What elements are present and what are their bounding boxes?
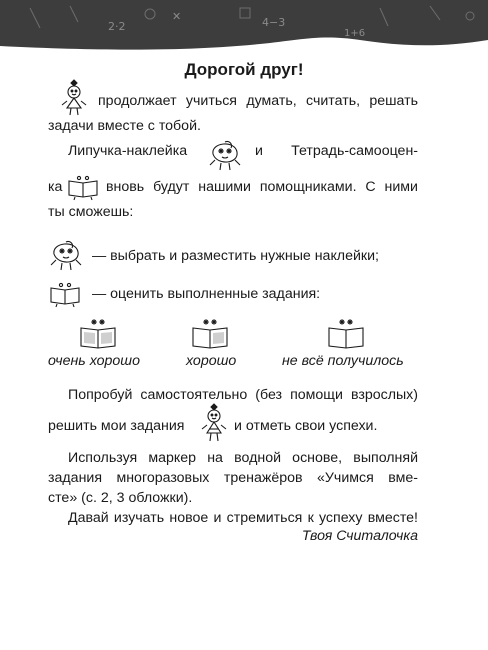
marker-line-2: задания многоразовых тренажёров «Учимся вме- bbox=[48, 470, 418, 486]
marker-line-3: сте» (с. 2, 3 обложки). bbox=[48, 490, 193, 506]
intro-line-2: задачи вместе с тобой. bbox=[48, 118, 201, 134]
header-band bbox=[0, 0, 488, 58]
try-alone-line-2b: и отметь свои успехи. bbox=[234, 418, 378, 434]
intro-line-1: продолжает учиться думать, считать, решать bbox=[98, 93, 418, 109]
ability-notebook-text: — оценить выполненные задания: bbox=[92, 286, 321, 302]
signature: Твоя Считалочка bbox=[301, 528, 418, 544]
rating-good: хорошо bbox=[186, 353, 237, 369]
page-title: Дорогой друг! bbox=[184, 60, 304, 79]
girl-icon bbox=[58, 78, 90, 118]
ability-sticker-text: — выбрать и разместить нужные наклейки; bbox=[92, 248, 379, 264]
sticker-character-icon bbox=[205, 136, 245, 172]
notebook-not-all-icon bbox=[326, 316, 366, 352]
marker-line-1: Используя маркер на водной основе, выполняй bbox=[68, 450, 418, 466]
header-doodle: 2·2 bbox=[108, 20, 126, 33]
helpers-line-2a: ка bbox=[48, 179, 63, 195]
helpers-line-2b: вновь будут нашими помощниками. С ними bbox=[106, 179, 418, 195]
girl-icon bbox=[198, 402, 230, 444]
rating-not-all: не всё получилось bbox=[282, 353, 404, 369]
helpers-line-1b: и Тетрадь-самооцен- bbox=[255, 143, 418, 159]
header-doodle: 4−3 bbox=[262, 16, 286, 29]
try-alone-line-2a: решить мои задания bbox=[48, 418, 185, 434]
helpers-line-1a: Липучка-наклейка bbox=[68, 143, 188, 159]
header-doodle: 1+6 bbox=[344, 28, 366, 39]
rating-very-good: очень хорошо bbox=[48, 353, 140, 369]
sticker-character-icon bbox=[46, 236, 86, 272]
header-doodle: ✕ bbox=[172, 10, 182, 23]
notebook-character-icon bbox=[66, 173, 100, 201]
notebook-good-icon bbox=[190, 316, 230, 352]
notebook-character-icon bbox=[48, 280, 82, 308]
closing-line: Давай изучать новое и стремиться к успеху вместе! bbox=[68, 510, 418, 526]
try-alone-line-1: Попробуй самостоятельно (без помощи взрослых) bbox=[68, 387, 418, 403]
notebook-very-good-icon bbox=[78, 316, 118, 352]
helpers-line-3: ты сможешь: bbox=[48, 204, 134, 220]
